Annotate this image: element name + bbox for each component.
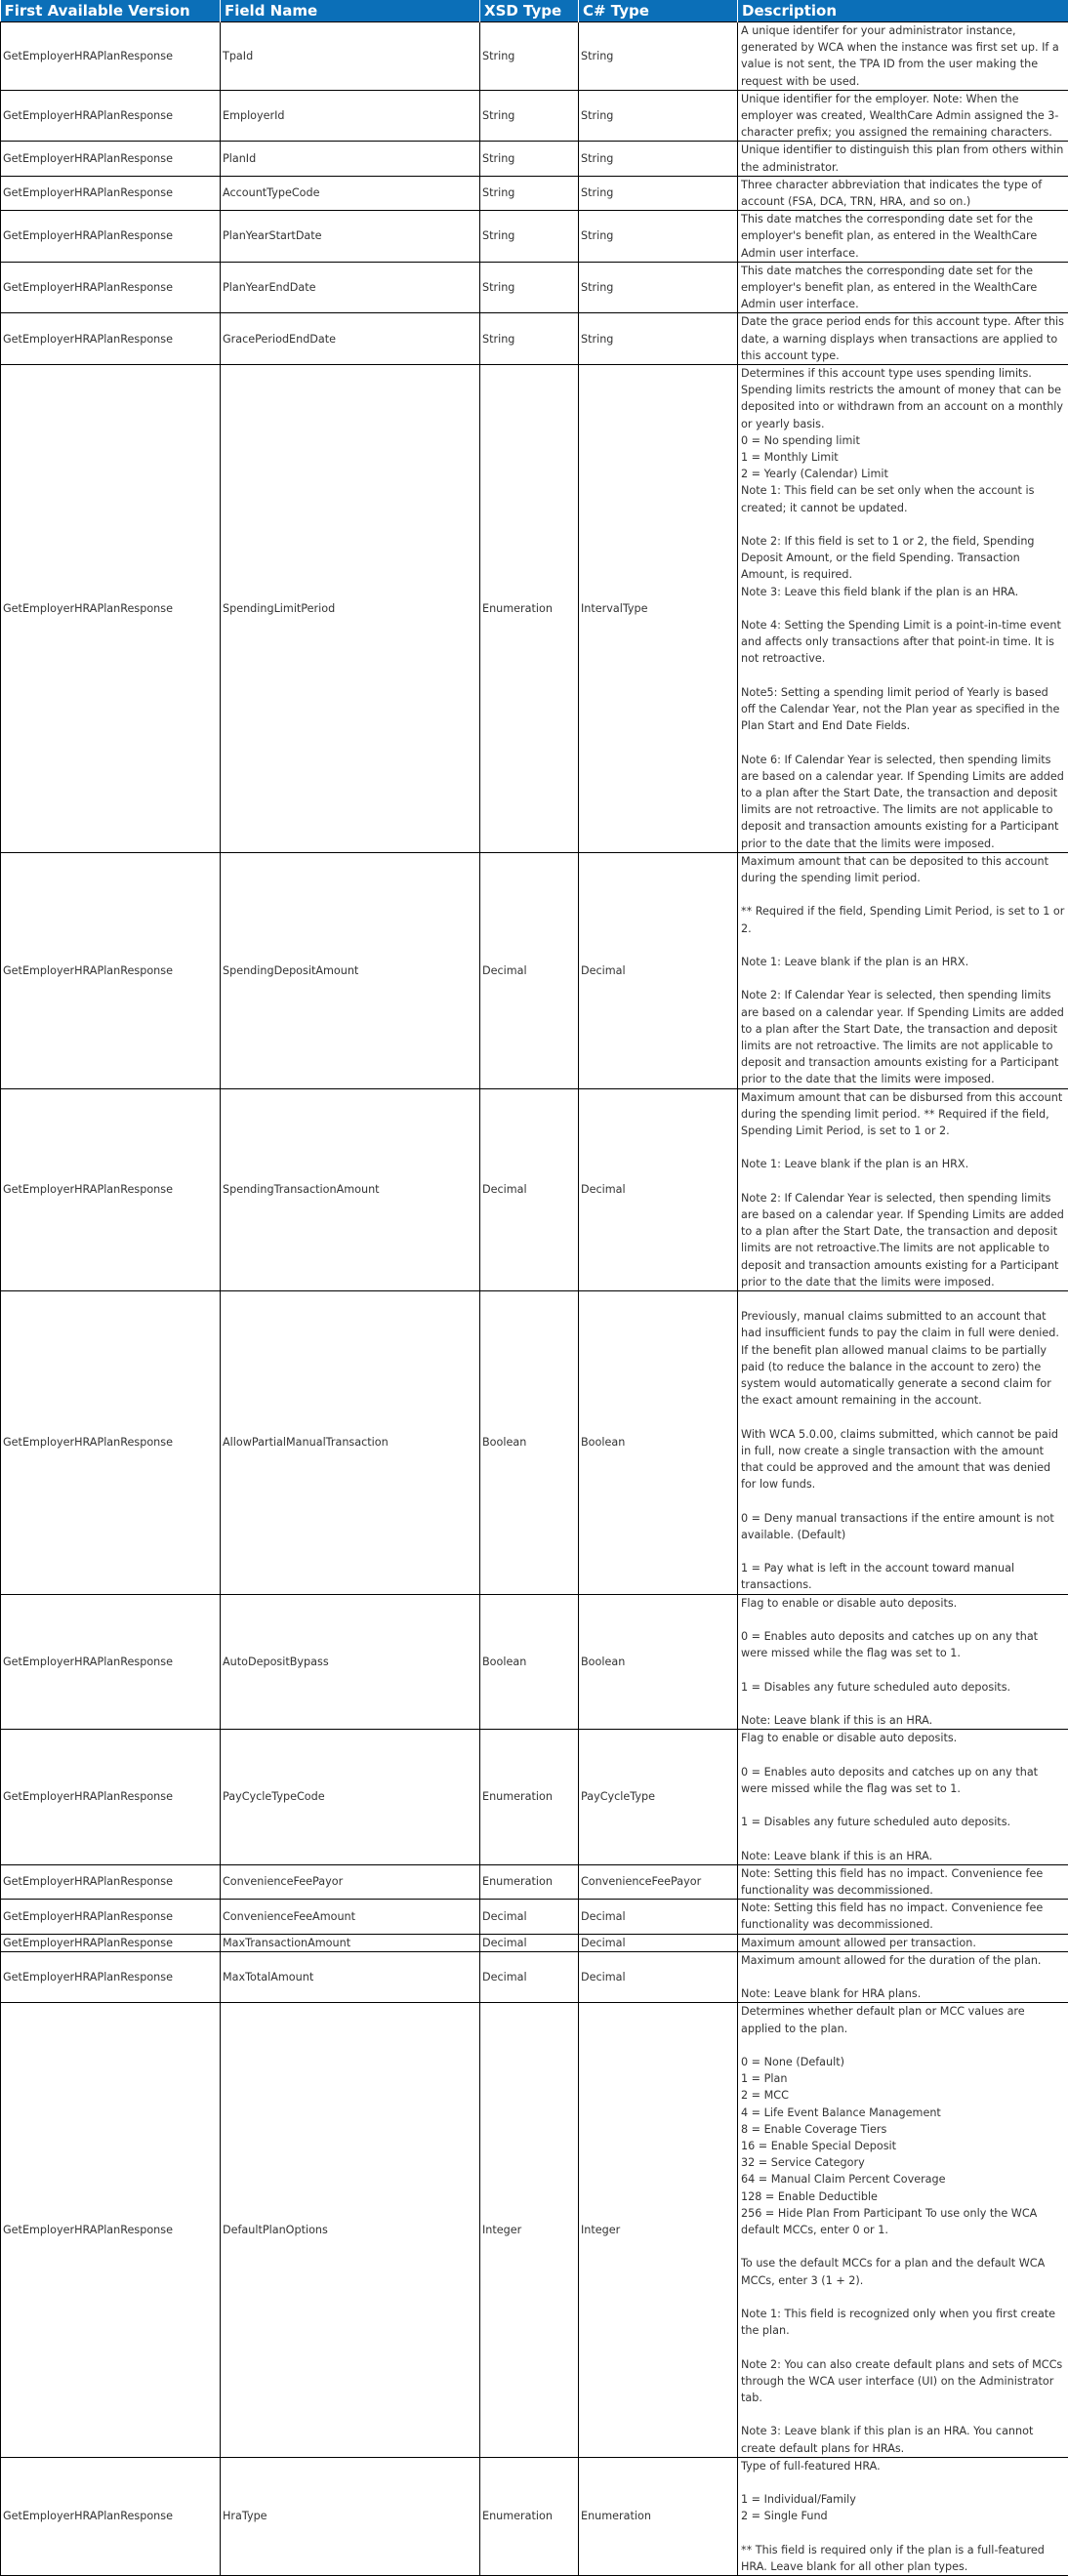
description-line bbox=[741, 2406, 1065, 2423]
description-line: Note: Leave blank for HRA plans. bbox=[741, 1985, 1065, 2002]
description-line: Maximum amount allowed per transaction. bbox=[741, 1935, 1065, 1951]
description-cell bbox=[738, 1934, 1068, 1951]
field-name-cell: PlanYearStartDate bbox=[221, 211, 480, 263]
cs-type-cell: Boolean bbox=[579, 1594, 738, 1730]
version-cell: GetEmployerHRAPlanResponse bbox=[1, 1291, 221, 1595]
description-line: Note 1: Leave blank if the plan is an HRX. bbox=[741, 954, 1065, 970]
description-cell bbox=[738, 365, 1068, 853]
version-cell: GetEmployerHRAPlanResponse bbox=[1, 90, 221, 142]
field-name-cell: PlanId bbox=[221, 142, 480, 176]
cs-type-cell: String bbox=[579, 262, 738, 313]
description-line: ** Required if the field, Spending Limit Period, is set to 1 or 2. bbox=[741, 903, 1065, 936]
description-cell bbox=[738, 2457, 1068, 2575]
description-line bbox=[741, 2339, 1065, 2355]
table-row bbox=[1, 90, 1068, 142]
description-line bbox=[741, 516, 1065, 533]
cs-type-cell: Decimal bbox=[579, 1934, 738, 1951]
cs-type-cell: IntervalType bbox=[579, 365, 738, 853]
description-line: Note 3: Leave blank if this plan is an HRA. You cannot create default plans for HRAs. bbox=[741, 2423, 1065, 2456]
description-line: 0 = None (Default) bbox=[741, 2054, 1065, 2070]
description-line: 64 = Manual Claim Percent Coverage bbox=[741, 2171, 1065, 2188]
description-cell bbox=[738, 1088, 1068, 1290]
description-line bbox=[741, 1661, 1065, 1678]
xsd-type-cell: String bbox=[480, 142, 579, 176]
cs-type-cell: Integer bbox=[579, 2003, 738, 2457]
version-cell: GetEmployerHRAPlanResponse bbox=[1, 22, 221, 91]
description-line: Note 2: You can also create default plans and sets of MCCs through the WCA user interface (UI) on the Administrator tab. bbox=[741, 2356, 1065, 2407]
description-cell bbox=[738, 90, 1068, 142]
description-cell bbox=[738, 1864, 1068, 1899]
header-row bbox=[1, 0, 1068, 22]
table-row bbox=[1, 1291, 1068, 1595]
xsd-type-cell: String bbox=[480, 313, 579, 365]
description-line: 128 = Enable Deductible bbox=[741, 2188, 1065, 2205]
description-line: Determines if this account type uses spending limits. Spending limits restricts the amount of money that can be deposited into or withdrawn from an account on a monthly or yearly basis. bbox=[741, 365, 1065, 432]
description-line bbox=[741, 1830, 1065, 1847]
cs-type-cell: String bbox=[579, 211, 738, 263]
description-cell bbox=[738, 142, 1068, 176]
table-row bbox=[1, 1730, 1068, 1865]
description-line: Unique identifier for the employer. Note: When the employer was created, WealthCare Admin assigned the 3-character prefix; you assigned the remaining characters. bbox=[741, 91, 1065, 142]
version-cell: GetEmployerHRAPlanResponse bbox=[1, 1088, 221, 1290]
version-cell: GetEmployerHRAPlanResponse bbox=[1, 852, 221, 1088]
version-cell: GetEmployerHRAPlanResponse bbox=[1, 211, 221, 263]
description-line: This date matches the corresponding date set for the employer's benefit plan, as entered in the WealthCare Admin user interface. bbox=[741, 263, 1065, 313]
field-name-cell: MaxTotalAmount bbox=[221, 1951, 480, 2003]
description-line: Maximum amount that can be disbursed from this account during the spending limit period. ** Required if the field, Spending Limit Period, is set to 1 or 2. bbox=[741, 1089, 1065, 1140]
description-cell bbox=[738, 1900, 1068, 1934]
description-line: Note 1: Leave blank if the plan is an HRX. bbox=[741, 1156, 1065, 1172]
cs-type-cell: Decimal bbox=[579, 1900, 738, 1934]
xsd-type-cell: String bbox=[480, 262, 579, 313]
field-name-cell: GracePeriodEndDate bbox=[221, 313, 480, 365]
description-line: This date matches the corresponding date set for the employer's benefit plan, as entered in the WealthCare Admin user interface. bbox=[741, 211, 1065, 262]
table-row bbox=[1, 1594, 1068, 1730]
description-line: 1 = Disables any future scheduled auto deposits. bbox=[741, 1814, 1065, 1830]
description-line: 1 = Pay what is left in the account toward manual transactions. bbox=[741, 1560, 1065, 1593]
description-line bbox=[741, 1612, 1065, 1628]
xsd-type-cell: Integer bbox=[480, 2003, 579, 2457]
xsd-type-cell: Decimal bbox=[480, 1934, 579, 1951]
field-name-cell: DefaultPlanOptions bbox=[221, 2003, 480, 2457]
version-cell: GetEmployerHRAPlanResponse bbox=[1, 142, 221, 176]
description-cell bbox=[738, 852, 1068, 1088]
cs-type-cell: ConvenienceFeePayor bbox=[579, 1864, 738, 1899]
description-line: Previously, manual claims submitted to an account that had insufficient funds to pay the claim in full were denied. If the benefit plan allowed manual claims to be partially paid (to reduce the balance in the account to zero) the system would automatically generate a second claim for the exact amount remaining in the account. bbox=[741, 1308, 1065, 1409]
xsd-type-cell: String bbox=[480, 90, 579, 142]
header-xsd-type: XSD Type bbox=[480, 0, 579, 22]
xsd-type-cell: Enumeration bbox=[480, 2457, 579, 2575]
description-cell bbox=[738, 1730, 1068, 1865]
table-row bbox=[1, 313, 1068, 365]
description-line: Date the grace period ends for this account type. After this date, a warning displays when transactions are applied to this account type. bbox=[741, 313, 1065, 364]
description-line bbox=[741, 668, 1065, 684]
xsd-type-cell: Decimal bbox=[480, 1900, 579, 1934]
table-row bbox=[1, 176, 1068, 210]
cs-type-cell: Enumeration bbox=[579, 2457, 738, 2575]
table-row bbox=[1, 2457, 1068, 2575]
description-line: 32 = Service Category bbox=[741, 2154, 1065, 2171]
version-cell: GetEmployerHRAPlanResponse bbox=[1, 1900, 221, 1934]
description-line: 0 = No spending limit bbox=[741, 432, 1065, 449]
description-cell bbox=[738, 1594, 1068, 1730]
version-cell: GetEmployerHRAPlanResponse bbox=[1, 365, 221, 853]
description-line: Determines whether default plan or MCC values are applied to the plan. bbox=[741, 2003, 1065, 2036]
description-line: Note 1: This field is recognized only when you first create the plan. bbox=[741, 2306, 1065, 2339]
version-cell: GetEmployerHRAPlanResponse bbox=[1, 2457, 221, 2575]
field-name-cell: MaxTransactionAmount bbox=[221, 1934, 480, 1951]
xsd-type-cell: Enumeration bbox=[480, 1864, 579, 1899]
description-cell bbox=[738, 2003, 1068, 2457]
table-row bbox=[1, 1864, 1068, 1899]
xsd-type-cell: Enumeration bbox=[480, 365, 579, 853]
description-line: Note 4: Setting the Spending Limit is a point-in-time event and affects only transactions after that point-in time. It is not retroactive. bbox=[741, 617, 1065, 668]
description-cell bbox=[738, 1951, 1068, 2003]
field-name-cell: SpendingTransactionAmount bbox=[221, 1088, 480, 1290]
description-line bbox=[741, 1543, 1065, 1560]
description-line: 0 = Deny manual transactions if the entire amount is not available. (Default) bbox=[741, 1510, 1065, 1543]
description-line: 8 = Enable Coverage Tiers bbox=[741, 2121, 1065, 2138]
description-line: Note: Setting this field has no impact. Convenience fee functionality was decommissioned. bbox=[741, 1865, 1065, 1899]
description-line: Note5: Setting a spending limit period of Yearly is based off the Calendar Year, not the Plan year as specified in the Plan Start and End Date Fields. bbox=[741, 684, 1065, 735]
description-line: 16 = Enable Special Deposit bbox=[741, 2138, 1065, 2154]
description-line bbox=[741, 1410, 1065, 1426]
cs-type-cell: Decimal bbox=[579, 852, 738, 1088]
description-line bbox=[741, 2037, 1065, 2054]
description-line bbox=[741, 1746, 1065, 1763]
cs-type-cell: String bbox=[579, 22, 738, 91]
xsd-type-cell: Decimal bbox=[480, 1951, 579, 2003]
table-row bbox=[1, 852, 1068, 1088]
cs-type-cell: String bbox=[579, 313, 738, 365]
description-line: Note 6: If Calendar Year is selected, then spending limits are based on a calendar year. If Spending Limits are added to a plan after the Start Date, the transaction and deposit limits are not retroactive. The limits are not applicable to deposit and transaction amounts existing for a Participant prior to the date that the limits were imposed. bbox=[741, 752, 1065, 852]
description-line: 256 = Hide Plan From Participant To use only the WCA default MCCs, enter 0 or 1. bbox=[741, 2205, 1065, 2238]
description-line: 4 = Life Event Balance Management bbox=[741, 2105, 1065, 2121]
description-line: 1 = Plan bbox=[741, 2070, 1065, 2087]
table-row bbox=[1, 2003, 1068, 2457]
table-row bbox=[1, 1088, 1068, 1290]
description-line bbox=[741, 937, 1065, 954]
header-cs-type: C# Type bbox=[579, 0, 738, 22]
description-cell bbox=[738, 22, 1068, 91]
field-name-cell: ConvenienceFeePayor bbox=[221, 1864, 480, 1899]
description-cell bbox=[738, 262, 1068, 313]
xsd-type-cell: Boolean bbox=[480, 1291, 579, 1595]
description-cell bbox=[738, 211, 1068, 263]
description-line bbox=[741, 1139, 1065, 1156]
description-line: Note 2: If this field is set to 1 or 2, the field, Spending Deposit Amount, or the field Spending. Transaction Amount, is required. bbox=[741, 533, 1065, 584]
description-line bbox=[741, 2474, 1065, 2491]
description-line bbox=[741, 1173, 1065, 1190]
description-line: 0 = Enables auto deposits and catches up on any that were missed while the flag was set to 1. bbox=[741, 1764, 1065, 1797]
cs-type-cell: String bbox=[579, 90, 738, 142]
description-line bbox=[741, 886, 1065, 903]
description-line bbox=[741, 1797, 1065, 1814]
version-cell: GetEmployerHRAPlanResponse bbox=[1, 1730, 221, 1865]
version-cell: GetEmployerHRAPlanResponse bbox=[1, 1864, 221, 1899]
description-line: Type of full-featured HRA. bbox=[741, 2458, 1065, 2474]
table-row bbox=[1, 262, 1068, 313]
cs-type-cell: String bbox=[579, 142, 738, 176]
description-cell bbox=[738, 1291, 1068, 1595]
xsd-type-cell: String bbox=[480, 22, 579, 91]
xsd-type-cell: String bbox=[480, 176, 579, 210]
version-cell: GetEmployerHRAPlanResponse bbox=[1, 176, 221, 210]
version-cell: GetEmployerHRAPlanResponse bbox=[1, 313, 221, 365]
header-description: Description bbox=[738, 0, 1068, 22]
description-cell bbox=[738, 176, 1068, 210]
description-line: 1 = Monthly Limit bbox=[741, 449, 1065, 466]
table-row bbox=[1, 22, 1068, 91]
field-name-cell: ConvenienceFeeAmount bbox=[221, 1900, 480, 1934]
version-cell: GetEmployerHRAPlanResponse bbox=[1, 2003, 221, 2457]
description-line: 1 = Individual/Family bbox=[741, 2491, 1065, 2508]
cs-type-cell: Decimal bbox=[579, 1951, 738, 2003]
description-line: 1 = Disables any future scheduled auto deposits. bbox=[741, 1679, 1065, 1696]
description-cell bbox=[738, 313, 1068, 365]
description-line: 2 = Yearly (Calendar) Limit bbox=[741, 466, 1065, 482]
field-name-cell: PayCycleTypeCode bbox=[221, 1730, 480, 1865]
table-row bbox=[1, 1951, 1068, 2003]
field-name-cell: AccountTypeCode bbox=[221, 176, 480, 210]
field-name-cell: SpendingLimitPeriod bbox=[221, 365, 480, 853]
description-line bbox=[741, 970, 1065, 987]
description-line: Note: Leave blank if this is an HRA. bbox=[741, 1848, 1065, 1864]
description-line bbox=[741, 600, 1065, 617]
field-name-cell: AutoDepositBypass bbox=[221, 1594, 480, 1730]
field-name-cell: TpaId bbox=[221, 22, 480, 91]
table-row bbox=[1, 1934, 1068, 1951]
description-line: Unique identifier to distinguish this plan from others within the administrator. bbox=[741, 142, 1065, 175]
description-line bbox=[741, 2525, 1065, 2542]
description-line: Maximum amount that can be deposited to this account during the spending limit period. bbox=[741, 853, 1065, 886]
field-name-cell: HraType bbox=[221, 2457, 480, 2575]
description-line: Flag to enable or disable auto deposits. bbox=[741, 1595, 1065, 1612]
description-line: Note 1: This field can be set only when the account is created; it cannot be updated. bbox=[741, 482, 1065, 515]
version-cell: GetEmployerHRAPlanResponse bbox=[1, 1934, 221, 1951]
description-line: Note: Setting this field has no impact. Convenience fee functionality was decommissioned. bbox=[741, 1900, 1065, 1933]
xsd-type-cell: Decimal bbox=[480, 1088, 579, 1290]
header-first-available-version: First Available Version bbox=[1, 0, 221, 22]
description-line: Maximum amount allowed for the duration of the plan. bbox=[741, 1952, 1065, 1969]
header-field-name: Field Name bbox=[221, 0, 480, 22]
table-row bbox=[1, 365, 1068, 853]
description-line bbox=[741, 1969, 1065, 1985]
version-cell: GetEmployerHRAPlanResponse bbox=[1, 1951, 221, 2003]
cs-type-cell: Boolean bbox=[579, 1291, 738, 1595]
field-name-cell: AllowPartialManualTransaction bbox=[221, 1291, 480, 1595]
description-line: Three character abbreviation that indicates the type of account (FSA, DCA, TRN, HRA, and so on.) bbox=[741, 177, 1065, 210]
description-line bbox=[741, 2289, 1065, 2306]
description-line bbox=[741, 1696, 1065, 1712]
table-row bbox=[1, 1900, 1068, 1934]
field-name-cell: EmployerId bbox=[221, 90, 480, 142]
description-line: To use the default MCCs for a plan and the default WCA MCCs, enter 3 (1 + 2). bbox=[741, 2255, 1065, 2288]
version-cell: GetEmployerHRAPlanResponse bbox=[1, 1594, 221, 1730]
description-line bbox=[741, 2238, 1065, 2255]
description-line bbox=[741, 1493, 1065, 1510]
xsd-type-cell: Decimal bbox=[480, 852, 579, 1088]
table-row bbox=[1, 142, 1068, 176]
description-line: Note: Leave blank if this is an HRA. bbox=[741, 1712, 1065, 1729]
cs-type-cell: String bbox=[579, 176, 738, 210]
xsd-type-cell: String bbox=[480, 211, 579, 263]
version-cell: GetEmployerHRAPlanResponse bbox=[1, 262, 221, 313]
description-line: Note 2: If Calendar Year is selected, then spending limits are based on a calendar year. If Spending Limits are added to a plan after the Start Date, the transaction and deposit limits are not retroactive. The limits are not applicable to deposit and transaction amounts existing for a Participant prior to the date that the limits were imposed. bbox=[741, 987, 1065, 1087]
field-name-cell: SpendingDepositAmount bbox=[221, 852, 480, 1088]
xsd-type-cell: Enumeration bbox=[480, 1730, 579, 1865]
description-line bbox=[741, 1291, 1065, 1308]
cs-type-cell: Decimal bbox=[579, 1088, 738, 1290]
description-line: 2 = Single Fund bbox=[741, 2508, 1065, 2524]
description-line: Note 2: If Calendar Year is selected, then spending limits are based on a calendar year. If Spending Limits are added to a plan after the Start Date, the transaction and deposit limits are not retroactive.The limits are not applicable to deposit and transaction amounts existing for a Participant prior to the date that the limits were imposed. bbox=[741, 1190, 1065, 1290]
description-line: Note 3: Leave this field blank if the plan is an HRA. bbox=[741, 584, 1065, 600]
table-row bbox=[1, 211, 1068, 263]
description-line: ** This field is required only if the plan is a full-featured HRA. Leave blank for all other plan types. bbox=[741, 2542, 1065, 2575]
field-name-cell: PlanYearEndDate bbox=[221, 262, 480, 313]
table-body bbox=[1, 22, 1068, 2576]
description-line: Flag to enable or disable auto deposits. bbox=[741, 1730, 1065, 1746]
description-line bbox=[741, 734, 1065, 751]
description-line: With WCA 5.0.00, claims submitted, which cannot be paid in full, now create a single transaction with the amount that could be approved and the amount that was denied for low funds. bbox=[741, 1426, 1065, 1493]
description-line: 2 = MCC bbox=[741, 2087, 1065, 2104]
cs-type-cell: PayCycleType bbox=[579, 1730, 738, 1865]
xsd-type-cell: Boolean bbox=[480, 1594, 579, 1730]
description-line: A unique identifer for your administrator instance, generated by WCA when the instance was first set up. If a value is not sent, the TPA ID from the user making the request with be used. bbox=[741, 22, 1065, 90]
description-line: 0 = Enables auto deposits and catches up on any that were missed while the flag was set to 1. bbox=[741, 1628, 1065, 1661]
